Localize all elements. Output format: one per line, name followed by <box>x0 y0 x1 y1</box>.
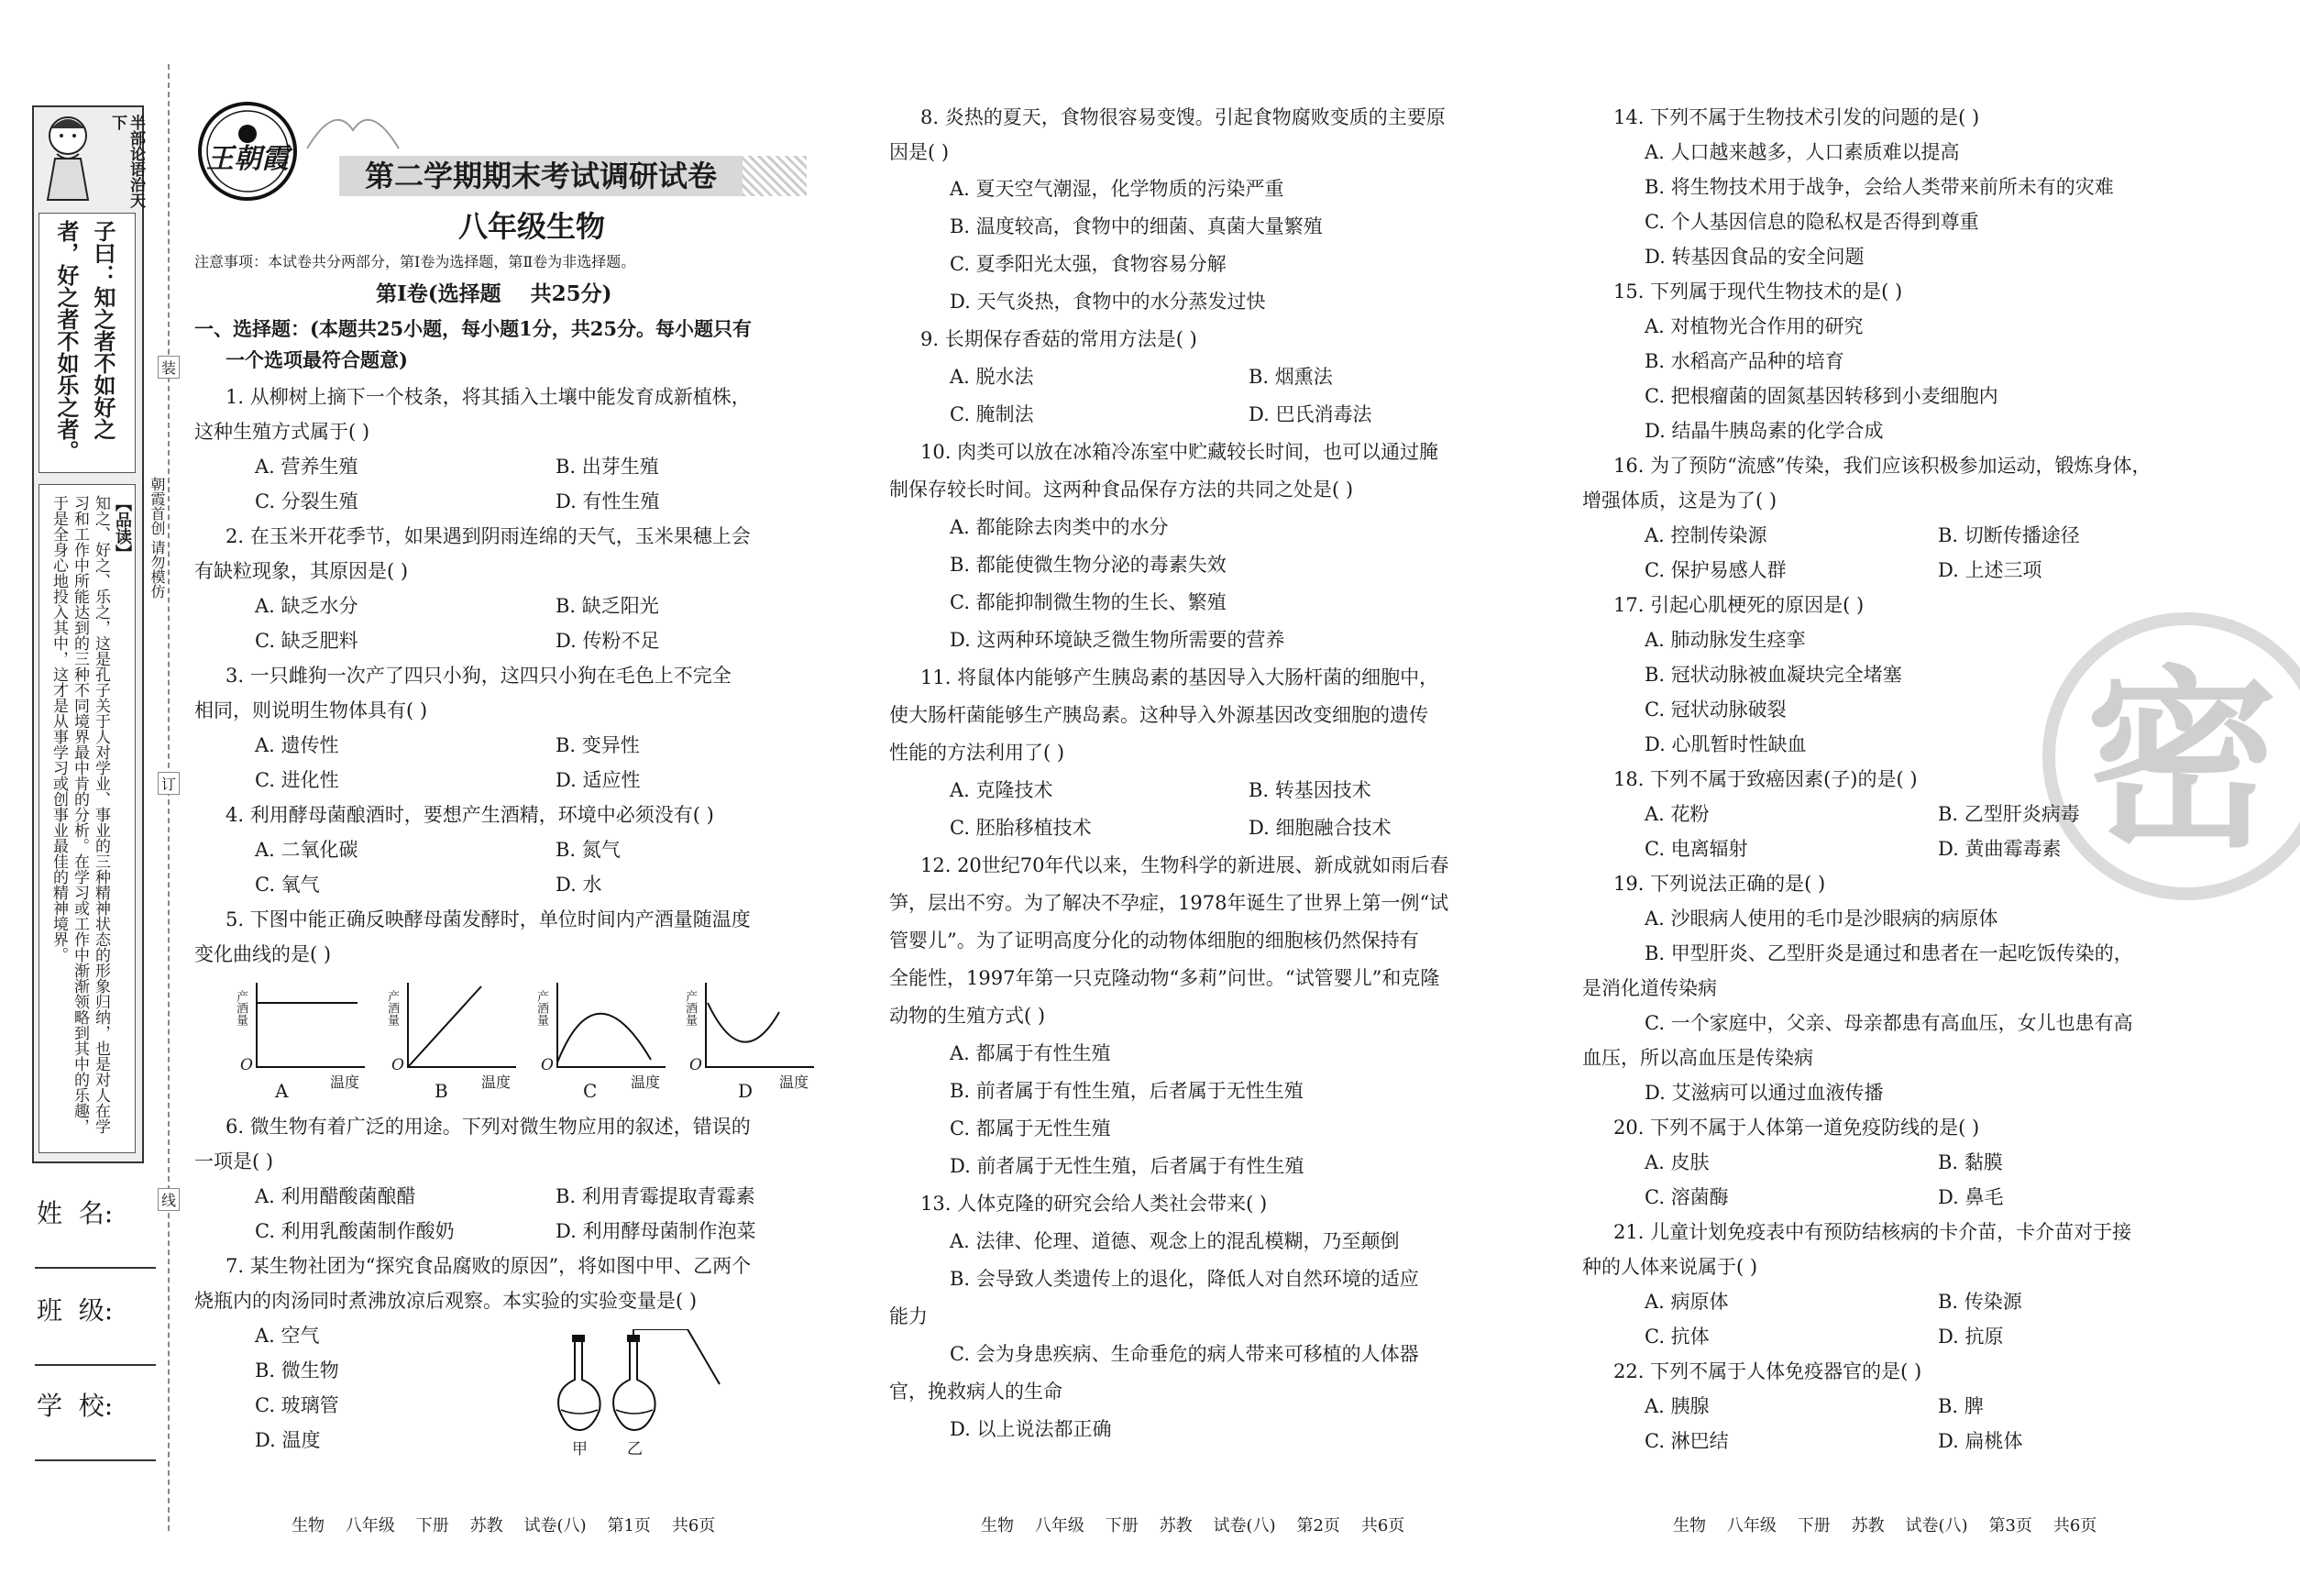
q1-option-a[interactable]: A. 营养生殖 <box>255 456 358 478</box>
q16-option-c[interactable]: C. 保护易感人群 <box>1645 559 1787 581</box>
q14-stem: 14. 下列不属于生物技术引发的问题的是( ) <box>1613 106 1980 128</box>
graph-c-letter[interactable]: C <box>583 1080 598 1102</box>
q18-option-c[interactable]: C. 电离辐射 <box>1645 838 1748 860</box>
q16-option-a[interactable]: A. 控制传染源 <box>1645 524 1767 546</box>
q20-option-c[interactable]: C. 溶菌酶 <box>1645 1186 1729 1208</box>
q18-option-a[interactable]: A. 花粉 <box>1645 803 1710 825</box>
q12-option-b[interactable]: B. 前者属于有性生殖，后者属于无性生殖 <box>950 1080 1304 1102</box>
graph-d-axes <box>706 983 814 1067</box>
class-field[interactable] <box>35 1364 156 1366</box>
q5-graphs <box>229 975 816 1104</box>
q11-option-a[interactable]: A. 克隆技术 <box>950 779 1053 801</box>
q9-stem: 9. 长期保存香菇的常用方法是( ) <box>920 328 1197 350</box>
q7-option-d[interactable]: D. 温度 <box>255 1429 321 1451</box>
q21-stem-2: 种的人体来说属于( ) <box>1582 1256 1758 1278</box>
q21-stem: 21. 儿童计划免疫表中有预防结核病的卡介苗，卡介苗对于接 <box>1613 1221 2132 1243</box>
q15-option-a[interactable]: A. 对植物光合作用的研究 <box>1645 315 1864 337</box>
series-title: 半部论语治天下 <box>108 115 145 208</box>
q9-option-d[interactable]: D. 巴氏消毒法 <box>1249 403 1372 425</box>
reading-label: 【品读】 <box>113 495 132 561</box>
q11-option-c[interactable]: C. 胚胎移植技术 <box>950 817 1092 839</box>
q17-option-c[interactable]: C. 冠状动脉破裂 <box>1645 699 1787 721</box>
q22-option-d[interactable]: D. 扁桃体 <box>1938 1430 2023 1452</box>
q7-option-c[interactable]: C. 玻璃管 <box>255 1394 339 1416</box>
q4-option-c[interactable]: C. 氧气 <box>255 874 320 896</box>
q20-option-a[interactable]: A. 皮肤 <box>1645 1151 1710 1173</box>
q16-option-b[interactable]: B. 切断传播途径 <box>1938 524 2080 546</box>
q9-option-c[interactable]: C. 腌制法 <box>950 403 1034 425</box>
q12-option-c[interactable]: C. 都属于无性生殖 <box>950 1117 1111 1139</box>
graph-b-axes <box>408 983 516 1067</box>
flask-label-jia: 甲 <box>572 1440 588 1458</box>
q6-option-d[interactable]: D. 利用酵母菌制作泡菜 <box>556 1220 756 1242</box>
q6-stem-2: 一项是( ) <box>194 1150 274 1172</box>
confucius-icon <box>35 108 101 204</box>
exam-title: 第二学期期末考试调研试卷 <box>364 159 717 193</box>
instruction-line-2: 一个选项最符合题意) <box>226 348 408 371</box>
q10-option-b[interactable]: B. 都能使微生物分泌的毒素失效 <box>950 554 1227 576</box>
q18-option-b[interactable]: B. 乙型肝炎病毒 <box>1938 803 2080 825</box>
q3-option-c[interactable]: C. 进化性 <box>255 769 339 791</box>
q12-stem-3: 管婴儿”。为了证明高度分化的动物体细胞的细胞核仍然保持有 <box>889 930 1419 952</box>
page-footer-3: 生物 八年级 下册 苏教 试卷(八) 第3页 共6页 <box>1673 1516 2097 1535</box>
graph-c-curve <box>557 1014 651 1062</box>
q10-stem: 10. 肉类可以放在冰箱冷冻室中贮藏较长时间，也可以通过腌 <box>920 441 1439 463</box>
q4-option-a[interactable]: A. 二氧化碳 <box>255 839 358 861</box>
q12-stem-5: 动物的生殖方式( ) <box>889 1005 1046 1027</box>
flask-label-yi: 乙 <box>627 1440 643 1458</box>
graph-a-letter[interactable]: A <box>275 1080 289 1102</box>
q8-stem: 8. 炎热的夏天，食物很容易变馊。引起食物腐败变质的主要原 <box>920 106 1446 128</box>
q16-stem: 16. 为了预防“流感”传染，我们应该积极参加运动，锻炼身体， <box>1613 455 2151 477</box>
q6-option-c[interactable]: C. 利用乳酸菌制作酸奶 <box>255 1220 455 1242</box>
q2-option-c[interactable]: C. 缺乏肥料 <box>255 630 358 652</box>
q2-stem: 2. 在玉米开花季节，如果遇到阴雨连绵的天气，玉米果穗上会 <box>226 525 751 547</box>
q12-option-a[interactable]: A. 都属于有性生殖 <box>950 1042 1111 1064</box>
name-field[interactable] <box>35 1267 156 1269</box>
q15-stem: 15. 下列属于现代生物技术的是( ) <box>1613 281 1903 303</box>
q11-stem: 11. 将鼠体内能够产生胰岛素的基因导入大肠杆菌的细胞中， <box>920 666 1439 688</box>
name-label: 姓 名: <box>37 1198 114 1228</box>
page-footer-2: 生物 八年级 下册 苏教 试卷(八) 第2页 共6页 <box>981 1516 1405 1535</box>
q11-stem-3: 性能的方法利用了( ) <box>889 742 1065 764</box>
q13-option-b-2: 能力 <box>889 1305 928 1327</box>
q10-option-c[interactable]: C. 都能抑制微生物的生长、繁殖 <box>950 591 1227 613</box>
q19-option-b[interactable]: B. 甲型肝炎、乙型肝炎是通过和患者在一起吃饭传染的， <box>1645 942 2133 964</box>
q19-stem: 19. 下列说法正确的是( ) <box>1613 873 1826 895</box>
flask-yi <box>613 1329 720 1430</box>
graph-d-xlabel: 温度 <box>779 1073 809 1091</box>
q16-option-d[interactable]: D. 上述三项 <box>1938 559 2042 581</box>
q1-option-b[interactable]: B. 出芽生殖 <box>556 456 659 478</box>
q21-option-b[interactable]: B. 传染源 <box>1938 1291 2022 1313</box>
q19-option-c-2: 血压，所以高血压是传染病 <box>1582 1047 1813 1069</box>
q8-option-c[interactable]: C. 夏季阳光太强，食物容易分解 <box>950 253 1227 275</box>
q21-option-d[interactable]: D. 抗原 <box>1938 1326 2004 1348</box>
q4-option-b[interactable]: B. 氮气 <box>556 839 621 861</box>
q10-option-d[interactable]: D. 这两种环境缺乏微生物所需要的营养 <box>950 629 1285 651</box>
q19-option-d[interactable]: D. 艾滋病可以通过血液传播 <box>1645 1082 1884 1104</box>
binding-line <box>168 64 170 1531</box>
flask-diagram <box>550 1329 733 1439</box>
q5-stem: 5. 下图中能正确反映酵母菌发酵时，单位时间内产酒量随温度 <box>226 908 751 930</box>
graph-d-letter[interactable]: D <box>738 1080 754 1102</box>
graph-d-curve <box>708 1003 779 1042</box>
sidebar-quote: 子曰：知之者不如好之者，好之者不如乐之者。 <box>53 220 116 462</box>
graph-a-axes <box>257 983 365 1067</box>
banner-pattern <box>743 156 807 196</box>
q17-option-b[interactable]: B. 冠状动脉被血凝块完全堵塞 <box>1645 664 1902 686</box>
q22-option-a[interactable]: A. 胰腺 <box>1645 1395 1710 1417</box>
q7-stem: 7. 某生物社团为“探究食品腐败的原因”，将如图中甲、乙两个 <box>226 1255 752 1277</box>
q18-stem: 18. 下列不属于致癌因素(子)的是( ) <box>1613 768 1918 790</box>
ribbon-icon <box>298 103 408 158</box>
brand-name: 王朝霞 <box>206 143 289 175</box>
q13-option-a[interactable]: A. 法律、伦理、道德、观念上的混乱模糊，乃至颠倒 <box>950 1230 1400 1252</box>
graph-a-origin: O <box>240 1056 253 1074</box>
q1-stem: 1. 从柳树上摘下一个枝条，将其插入土壤中能发育成新植株， <box>226 386 751 408</box>
class-label: 班 级: <box>37 1295 114 1326</box>
q17-option-a[interactable]: A. 肺动脉发生痉挛 <box>1645 629 1806 651</box>
instruction-line-1: 一、选择题：(本题共25小题，每小题1分，共25分。每小题只有 <box>194 317 752 340</box>
graph-d-origin: O <box>689 1056 702 1074</box>
graph-c-axes <box>557 983 666 1067</box>
school-label: 学 校: <box>37 1391 114 1421</box>
q3-option-b[interactable]: B. 变异性 <box>556 734 640 756</box>
exam-notice: 注意事项：本试卷共分两部分，第Ⅰ卷为选择题，第Ⅱ卷为非选择题。 <box>194 253 636 270</box>
q1-option-d[interactable]: D. 有性生殖 <box>556 490 660 512</box>
q2-option-d[interactable]: D. 传粉不足 <box>556 630 660 652</box>
q13-option-d[interactable]: D. 以上说法都正确 <box>950 1418 1112 1440</box>
q6-stem: 6. 微生物有着广泛的用途。下列对微生物应用的叙述，错误的 <box>226 1116 751 1138</box>
q13-option-c[interactable]: C. 会为身患疾病、生命垂危的病人带来可移植的人体器 <box>950 1343 1419 1365</box>
graph-c-origin: O <box>541 1056 554 1074</box>
q14-option-c[interactable]: C. 个人基因信息的隐私权是否得到尊重 <box>1645 211 1979 233</box>
q1-option-c[interactable]: C. 分裂生殖 <box>255 490 358 512</box>
q9-option-a[interactable]: A. 脱水法 <box>950 366 1034 388</box>
q22-stem: 22. 下列不属于人体免疫器官的是( ) <box>1613 1360 1922 1382</box>
q22-option-c[interactable]: C. 淋巴结 <box>1645 1430 1729 1452</box>
graph-b-letter[interactable]: B <box>435 1080 448 1102</box>
q19-option-b-2: 是消化道传染病 <box>1582 977 1717 999</box>
q2-option-a[interactable]: A. 缺乏水分 <box>255 595 358 617</box>
q13-option-c-2: 官，挽救病人的生命 <box>889 1381 1062 1403</box>
q7-stem-2: 烧瓶内的肉汤同时煮沸放凉后观察。本实验的实验变量是( ) <box>194 1290 698 1312</box>
q15-option-c[interactable]: C. 把根瘤菌的固氮基因转移到小麦细胞内 <box>1645 385 1998 407</box>
q14-option-d[interactable]: D. 转基因食品的安全问题 <box>1645 246 1865 268</box>
q5-stem-2: 变化曲线的是( ) <box>194 943 332 965</box>
q19-option-c[interactable]: C. 一个家庭中，父亲、母亲都患有高血压，女儿也患有高 <box>1645 1012 2133 1034</box>
sidebar <box>0 0 165 1596</box>
q13-option-b[interactable]: B. 会导致人类遗传上的退化，降低人对自然环境的适应 <box>950 1268 1419 1290</box>
exam-subtitle: 八年级生物 <box>458 209 606 244</box>
graph-a-xlabel: 温度 <box>330 1073 360 1091</box>
q1-stem-2: 这种生殖方式属于( ) <box>194 421 370 443</box>
fold-mark-1: 装 <box>158 356 180 379</box>
q6-option-b[interactable]: B. 利用青霉提取青霉素 <box>556 1185 755 1207</box>
q15-option-b[interactable]: B. 水稻高产品种的培育 <box>1645 350 1844 372</box>
q12-stem-4: 全能性，1997年第一只克隆动物“多莉”问世。“试管婴儿”和克隆 <box>889 967 1440 989</box>
q3-option-a[interactable]: A. 遗传性 <box>255 734 339 756</box>
copyright-note: 朝霞首创 请勿模仿 <box>149 477 166 600</box>
q11-stem-2: 使大肠杆菌能够生产胰岛素。这种导入外源基因改变细胞的遗传 <box>889 704 1428 726</box>
q20-stem: 20. 下列不属于人体第一道免疫防线的是( ) <box>1613 1117 1980 1139</box>
q10-stem-2: 制保存较长时间。这两种食品保存方法的共同之处是( ) <box>889 479 1354 501</box>
graph-b-curve <box>408 986 481 1067</box>
q12-option-d[interactable]: D. 前者属于无性生殖，后者属于有性生殖 <box>950 1155 1304 1177</box>
q8-option-b[interactable]: B. 温度较高，食物中的细菌、真菌大量繁殖 <box>950 215 1323 237</box>
q11-option-d[interactable]: D. 细胞融合技术 <box>1249 817 1392 839</box>
q13-stem: 13. 人体克隆的研究会给人类社会带来( ) <box>920 1193 1268 1215</box>
graph-b-origin: O <box>391 1056 404 1074</box>
graph-d-ylabel: 产酒量 <box>683 990 697 1026</box>
school-field[interactable] <box>35 1459 156 1461</box>
page-footer-1: 生物 八年级 下册 苏教 试卷(八) 第1页 共6页 <box>292 1516 716 1535</box>
q7-option-a[interactable]: A. 空气 <box>255 1325 320 1347</box>
q19-option-a[interactable]: A. 沙眼病人使用的毛巾是沙眼病的病原体 <box>1645 908 1998 930</box>
q10-option-a[interactable]: A. 都能除去肉类中的水分 <box>950 516 1169 538</box>
graph-b-ylabel: 产酒量 <box>385 990 399 1026</box>
q21-option-a[interactable]: A. 病原体 <box>1645 1291 1729 1313</box>
q11-option-b[interactable]: B. 转基因技术 <box>1249 779 1371 801</box>
q3-stem-2: 相同，则说明生物体具有( ) <box>194 699 428 721</box>
q21-option-c[interactable]: C. 抗体 <box>1645 1326 1710 1348</box>
graph-c-ylabel: 产酒量 <box>534 990 548 1026</box>
q3-stem: 3. 一只雌狗一次产了四只小狗，这四只小狗在毛色上不完全 <box>226 665 732 687</box>
fold-mark-3: 线 <box>158 1188 180 1211</box>
q4-stem: 4. 利用酵母菌酿酒时，要想产生酒精，环境中必须没有( ) <box>226 804 714 826</box>
q8-option-a[interactable]: A. 夏天空气潮湿，化学物质的污染严重 <box>950 178 1284 200</box>
q2-option-b[interactable]: B. 缺乏阳光 <box>556 595 659 617</box>
seal-character: 密 <box>2085 647 2279 874</box>
section-title: 第Ⅰ卷(选择题 共25分) <box>376 281 612 306</box>
fold-mark-2: 订 <box>158 772 180 795</box>
q2-stem-2: 有缺粒现象，其原因是( ) <box>194 560 409 582</box>
q9-option-b[interactable]: B. 烟熏法 <box>1249 366 1333 388</box>
q17-stem: 17. 引起心肌梗死的原因是( ) <box>1613 594 1865 616</box>
q4-option-d[interactable]: D. 水 <box>556 874 602 896</box>
reading-text: 知之、好之、乐之，这是孔子关于人对学业、事业的三种精神状态的形象归纳，也是对人在学习和工作中所能达到的三种不同境界最中肯的分析。在学习或工作中渐渐领略到其中的乐趣，于是全身心地投入其中，这才是从事学习或创事业最佳的精神境界。 <box>50 495 110 1134</box>
q14-option-a[interactable]: A. 人口越来越多，人口素质难以提高 <box>1645 141 1960 163</box>
q3-option-d[interactable]: D. 适应性 <box>556 769 641 791</box>
q20-option-d[interactable]: D. 鼻毛 <box>1938 1186 2004 1208</box>
q16-stem-2: 增强体质，这是为了( ) <box>1582 490 1777 512</box>
q12-stem-2: 笋，层出不穷。为了解决不孕症，1978年诞生了世界上第一例“试 <box>889 892 1449 914</box>
q20-option-b[interactable]: B. 黏膜 <box>1938 1151 2003 1173</box>
q8-option-d[interactable]: D. 天气炎热，食物中的水分蒸发过快 <box>950 291 1266 313</box>
q12-stem: 12. 20世纪70年代以来，生物科学的新进展、新成就如雨后春 <box>920 854 1449 876</box>
q8-stem-2: 因是( ) <box>889 141 950 163</box>
q17-option-d[interactable]: D. 心肌暂时性缺血 <box>1645 733 1807 755</box>
q6-option-a[interactable]: A. 利用醋酸菌酿醋 <box>255 1185 416 1207</box>
graph-c-xlabel: 温度 <box>631 1073 661 1091</box>
graph-a-ylabel: 产酒量 <box>234 990 248 1026</box>
flask-jia <box>558 1335 600 1430</box>
q18-option-d[interactable]: D. 黄曲霉毒素 <box>1938 838 2062 860</box>
q7-option-b[interactable]: B. 微生物 <box>255 1359 339 1381</box>
q15-option-d[interactable]: D. 结晶牛胰岛素的化学合成 <box>1645 420 1884 442</box>
q22-option-b[interactable]: B. 脾 <box>1938 1395 1984 1417</box>
q14-option-b[interactable]: B. 将生物技术用于战争，会给人类带来前所未有的灾难 <box>1645 176 2114 198</box>
graph-b-xlabel: 温度 <box>481 1073 512 1091</box>
